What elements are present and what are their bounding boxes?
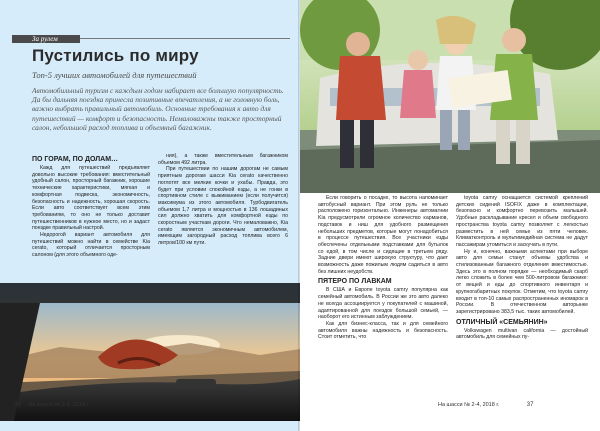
article-lead: Автомобильный туризм с каждым годом набирает все большую популярность. Да бы дальняя поездка принесла позитивные впечатления, а не головную боль, важно выбрать правильный автомобиль. Основные требования к авто для путешествий — комфорт и безопасность. Немаловажны также просторный салон, небольшой расход топлива и объемный багажник. xyxy=(32,86,284,132)
paragraph: ния), а также вместительным багажником объемом 492 литра. xyxy=(158,153,288,166)
section-heading: ПО ГОРАМ, ПО ДОЛАМ… xyxy=(32,156,119,163)
article-title: Пустились по миру xyxy=(32,46,199,65)
paragraph: toyota camry оснащается системой креплений детских сидений ISOFIX даже в комплектации, безопасно и комфортно перевозить малышей. Удобные раскладывание кресел и объем свободного пространства toyota camry позволяет с легкостью разместить в ней семье из пяти человек. Климатконтроль и мультимедийная система не дадут пассажирам утомиться и заскучать в пути. xyxy=(456,195,588,248)
paragraph: При путешествии по нашим дорогам не самым приятным дорогам шасси Kia cerato качественно поглотят все мелкие кочки и ухабы. Правда, это будет при условии спокойной езды, а не гонки в спортивном стиле с выжиманием (если получится) максимума из этого автомобиля. Турбодвигатель объемом 1,7 литра и мощностью в 136 лошадиных сил должно хватить для комфортной езды по скоростным участкам дороги. Что немаловажно, Kia cerato является экономичным автомобилем, имеющим загородный расход топлива всего 6 литров/100 км пути. xyxy=(158,166,288,247)
left-column-1 xyxy=(32,153,150,259)
paragraph: Кажд для путешествий предъявляет довольно высокие требования: вместительный удобный салон, просторный багажник, хорошие технические характеристики, мягкая и комфортная подвеска, экономичность, безопасность и надежность, хорошая скорость. Если авто соответствует всем этим требованиям, то оно не только доставит путешественников в нужное место, но и задаст поездке правильный настрой. xyxy=(32,165,150,232)
article-subtitle: Топ-5 лучших автомобилей для путешествий xyxy=(32,70,197,80)
issue-label: На шасси № 2-4, 2018 г. xyxy=(28,402,90,408)
left-column-2 xyxy=(158,153,288,247)
paragraph: Ну и, конечно, важными аспектами при выборе авто для семьи станут объемы удобства и стилизованным багажного отделения вместимостью. Здесь это в полном порядке — необходимый скарб легко сложить в более чем 500-литровом багажнике: от вещей и еды до спортивного инвентаря и крупногабаритных покупок. Отметим, что toyota camry входит в топ-10 самых распространенных иномарок в России. В отечественном авторынке зарегистрировано 383,5 тыс. таких автомобилей. xyxy=(456,248,588,315)
right-column-2 xyxy=(456,195,588,341)
left-footer xyxy=(14,402,89,408)
section-heading: ОТЛИЧНЫЙ «СЕМЬЯНИН» xyxy=(456,318,548,326)
issue-label: На шасси № 2-4, 2018 г. xyxy=(438,402,500,408)
page-number: 36 xyxy=(14,402,21,408)
paragraph: Volkswagen multivan california — достойный автомобиль для семейных пу- xyxy=(456,327,588,341)
section-heading: ПЯТЕРО ПО ЛАВКАМ xyxy=(318,278,392,286)
family-photo xyxy=(300,0,600,193)
rubric-label: За рулем xyxy=(12,35,80,43)
paragraph: Если говорить о посадке, то высота напоминает автобусный вариант. При этом руль не только расположено горизонтально. Инженеры автомагнии Kia предусмотрели огромное количество карманов, подставок и ниш для удобного размещения небольших предметов, которые могут понадобиться в процессе путешествия. Все участники езды обеспечены отдельными подставками для бутылок со едой, в том числе и сидящие в третьем ряду. Задние двери имеют широкую структуру, что дает возможность даже пожилым людям садиться в авто без лишних неудобств. xyxy=(318,195,448,275)
page-number: 37 xyxy=(526,402,534,408)
right-column-1 xyxy=(318,195,448,341)
rubric-divider xyxy=(80,38,290,39)
right-footer xyxy=(438,402,533,408)
car-photo xyxy=(0,283,300,421)
paragraph: Как для бизнес-класса, так и для семейного автомобиля важны надежность и безопасность. Стоит отметить, что xyxy=(318,320,448,341)
paragraph: Недорогой вариант автомобиля для путешествий можно найти в семействе Kia cerato, который отличается просторным салоном (для этого объемного оде- xyxy=(32,232,150,259)
paragraph: В США и Европе toyota camry популярна как семейный автомобиль. В России же это авто далеко не всегда ассоциируется у покупателей с машиной, адаптированной для поездок большой семьей, — наоборот его истинным заблуждением. xyxy=(318,287,448,321)
